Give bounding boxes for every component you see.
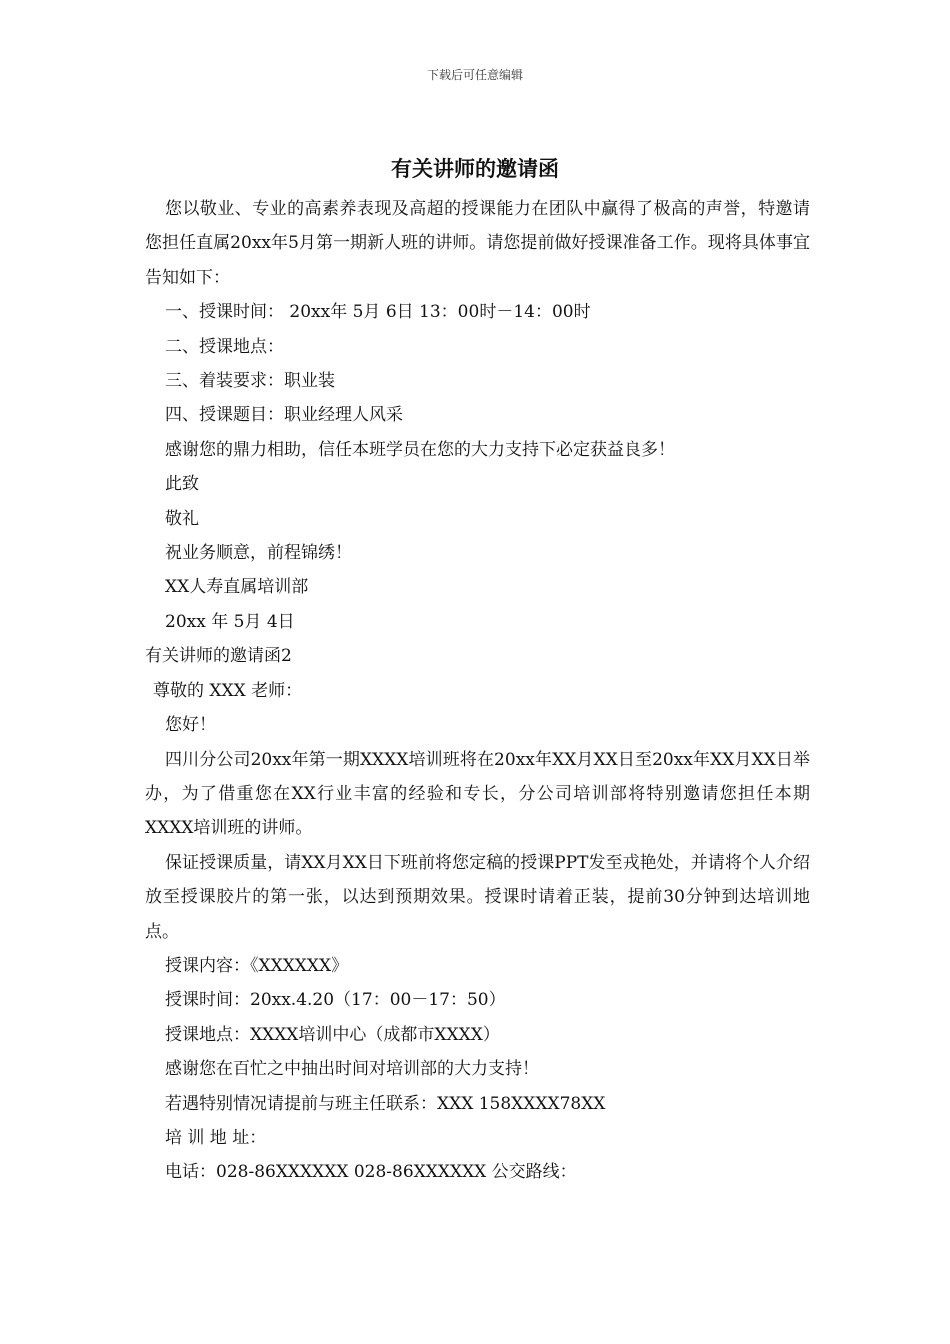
contact-line: 若遇特别情况请提前与班主任联系：XXX 158XXXX78XX [165, 1093, 606, 1114]
item-topic: 四、授课题目：职业经理人风采 [165, 405, 403, 426]
letter2-paragraph-2: 保证授课质量，请XX月XX日下班前将您定稿的授课PPT发至戎艳处，并请将个人介绍放至授课胶片的第一张，以达到预期效果。授课时请着正装，提前30分钟到达培训地点。 [145, 852, 810, 942]
salutation-line: 尊敬的 XXX 老师： [153, 680, 303, 701]
content-line: 授课内容：《XXXXXX》 [165, 955, 349, 976]
sender-line: XX人寿直属培训部 [165, 577, 309, 598]
closing-line-1: 此致 [165, 474, 199, 495]
phone-line: 电话：028-86XXXXXX 028-86XXXXXX 公交路线： [165, 1162, 577, 1183]
address-line: 培 训 地 址： [165, 1127, 267, 1148]
item-dress: 三、着装要求：职业装 [165, 371, 335, 392]
date-line: 20xx 年 5月 4日 [165, 611, 295, 632]
closing-line-2: 敬礼 [165, 508, 199, 529]
item-time: 一、授课时间： 20xx年 5月 6日 13：00时－14：00时 [165, 302, 591, 323]
letter2-title: 有关讲师的邀请函2 [145, 646, 292, 667]
letter-title: 有关讲师的邀请函 [391, 156, 559, 181]
letter2-paragraph-1: 四川分公司20xx年第一期XXXX培训班将在20xx年XX月XX日至20xx年XX月XX日举办，为了借重您在XX行业丰富的经验和专长，分公司培训部将特别邀请您担任本期XXXX培训班的讲师。 [145, 749, 810, 839]
item-place: 二、授课地点： [165, 336, 284, 357]
document-body [145, 192, 810, 1190]
wish-line: 祝业务顺意，前程锦绣！ [165, 543, 352, 564]
download-note: 下载后可任意编辑 [426, 68, 523, 82]
greeting-line: 您好！ [165, 715, 216, 736]
letter2-thanks-line: 感谢您在百忙之中抽出时间对培训部的大力支持！ [165, 1059, 539, 1080]
time-line: 授课时间：20xx.4.20（17：00－17：50） [165, 990, 506, 1011]
intro-paragraph: 您以敬业、专业的高素养表现及高超的授课能力在团队中赢得了极高的声誉，特邀请您担任直属20xx年5月第一期新人班的讲师。请您提前做好授课准备工作。现将具体事宜告知如下： [145, 199, 810, 288]
thanks-line: 感谢您的鼎力相助，信任本班学员在您的大力支持下必定获益良多！ [165, 439, 675, 460]
place-line: 授课地点：XXXX培训中心（成都市XXXX） [165, 1024, 500, 1045]
